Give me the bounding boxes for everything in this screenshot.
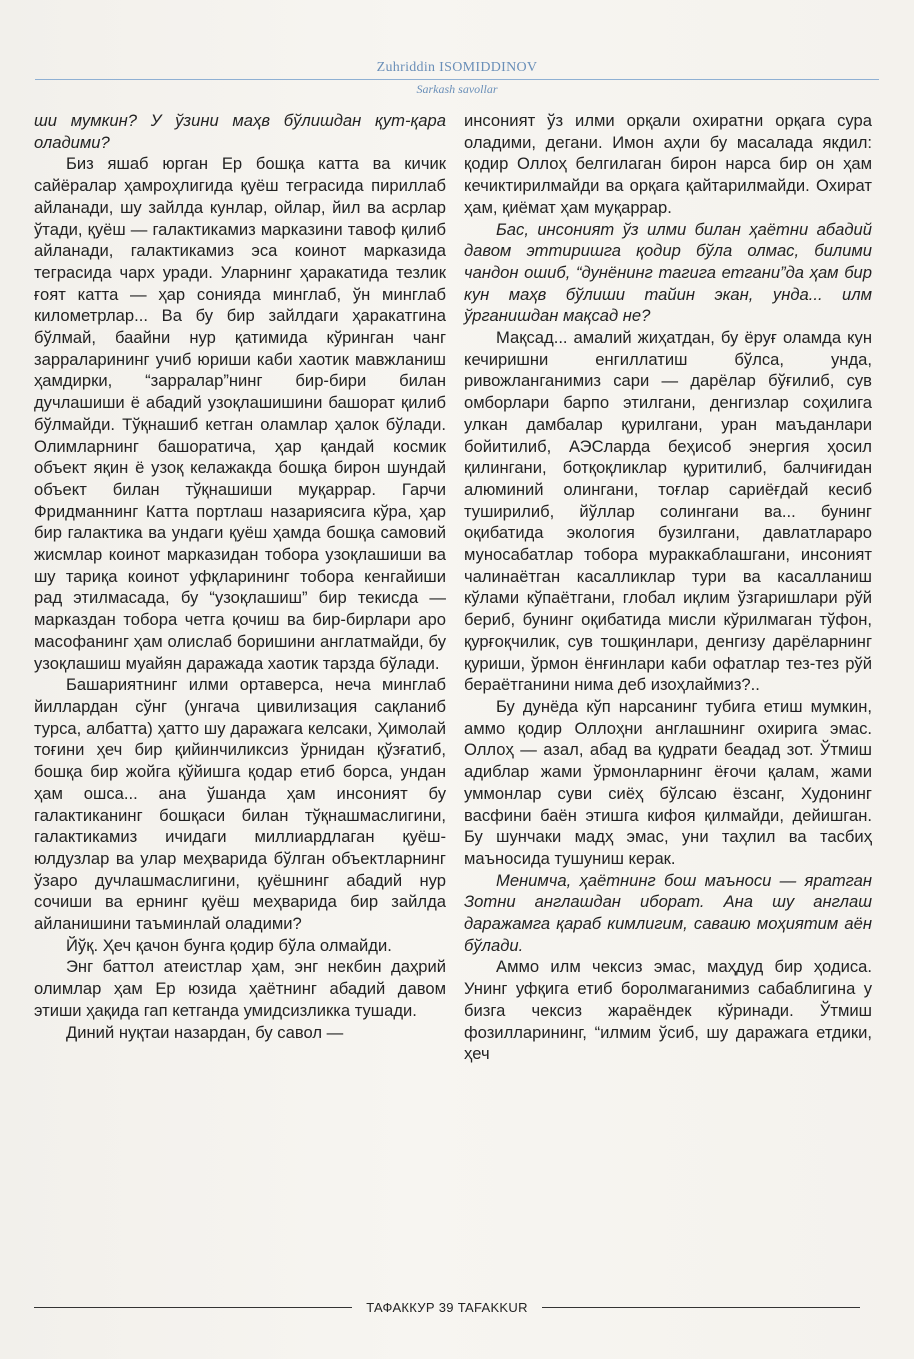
header-rule [35,79,879,80]
paragraph: инсоният ўз илми орқали охиратни орқага сура оладими, дегани. Имон аҳли бу масалада якдил: қодир Оллоҳ белгилаган бирон нарса бир он ҳам кечиктирилмайди ва орқага қайтарилмайди. Охират ҳам, қиёмат ҳам муқаррар. [464,111,872,217]
paragraph: Аммо илм чексиз эмас, маҳдуд бир ҳодиса. Унинг уфқига етиб боролмаганимиз сабаблигина у бизга чексиз жараёндек кўринади. Ўтмиш фозилларининг, “илмим ўсиб, шу даражага етдики, ҳеч [464,957,872,1064]
left-column [34,110,446,1043]
header-subtitle: Sarkash savollar [416,82,498,96]
running-header [0,60,914,97]
paragraph: Мақсад... амалий жиҳатдан, бу ёруғ оламда кун кечиришни енгиллатиш бўлса, унда, ривожланганимиз сари — дарёлар бўғилиб, сув омборлари барпо этилгани, денгизлар соҳилига улкан дамбалар қурилгани, уран маъданлари бойитилиб, АЭСларда беҳисоб энергия ҳосил қилингани, ботқоқликлар қуритилиб, балчиғидан алюминий олингани, тоғлар сариёғдай кесиб туширилиб, йўллар солингани ва... бунинг оқибатида экология бузилгани, давлатлараро муносабатлар тобора мураккаблашгани, инсоният чалинаётган касалликлар тури ва касалланиш кўлами кўпаётгани, глобал иқлим ўзгаришлари рўй бериб, бунинг оқибатида мисли кўрилмаган тўфон, қурғоқчилик, сув тошқинлари, денгизу дарёларнинг қуриши, ўрмон ёнғинлари каби офатлар тез-тез рўй бераётганини нима деб изоҳлаймиз?.. [464,328,872,695]
paragraph: Бу дунёда кўп нарсанинг тубига етиш мумкин, аммо қодир Оллоҳни англашнинг охирига эмас. Оллоҳ — азал, абад ва қудрати беадад зот. Ўтмиш адиблар жами ўрмонларнинг ёғочи қалам, жами уммонлар суви сиёҳ бўлсаю ёзсанг, Худонинг васфини баён этишга кифоя қилмайди, дейишган. Бу шунчаки мадҳ эмас, уни таҳлил ва тасбиҳ маъносида тушуниш керак. [464,696,872,868]
footer-rule-left [34,1307,352,1308]
right-column [464,110,872,1065]
paragraph: ши мумкин? У ўзини маҳв бўлишдан қут-қара оладими? [34,111,446,152]
paragraph: Биз яшаб юрган Ер бошқа катта ва кичик сайёралар ҳамроҳлигида қуёш теграсида пириллаб айланади, шу зайлда кунлар, ойлар, йил ва асрлар ўтади, қуёш — галактикамиз марказини тавоф қилиб айланади, галактикамиз эса коинот марказида теграсида чарх уради. Уларнинг ҳаракатида тезлик ғоят катта — ҳар сонияда минглаб, ўн минглаб километрлар... Ва бу бир зайлдаги ҳаракатгина бўлмай, баайни нур қатимида кўринган чанг зарраларининг учиб юриши каби хаотик мавжланиш ҳамдирки, “зарралар”нинг бир-бири билан дучлашиши ё абадий узоқлашишини башорат қилиб бўлмайди. Тўқнашиб кетган оламлар ҳалок бўлади. Олимларнинг башоратича, ҳар қандай космик объект яқин ё узоқ келажакда бошқа бирон шундай объект билан тўқнашиши муқаррар. Гарчи Фридманнинг Катта портлаш назариясига кўра, ҳар бир галактика ва ундаги қуёш ҳамда бошқа самовий жисмлар коинот марказидан тобора узоқлашиши ва шу тариқа коинот уфқларининг тобора кенгайиши рад этилмасада, бу “узоқлашиш” бир текисда — марказдан тобора четга қочиш ва бир-бирлари аро масофанинг ҳам олислаб боришини англатмайди, бу узоқлашиш муайян даражада хаотик тарзда бўлади. [34,154,446,673]
header-author: Zuhriddin ISOMIDDINOV [376,60,538,75]
paragraph: Энг баттол атеистлар ҳам, энг некбин даҳрий олимлар ҳам Ер юзида ҳаётнинг абадий давом этиши ҳақида гап кетганда умидсизликка тушади. [34,957,446,1020]
paragraph: Йўқ. Ҳеч қачон бунга қодир бўла олмайди. [66,935,392,955]
footer-label: ТАФАККУР 39 TAFAKKUR [366,1299,528,1315]
paragraph: Башариятнинг илми ортаверса, неча минглаб йиллардан сўнг (унгача цивилизация сақланиб турса, албатта) ҳатто шу даражага келсаки, Ҳимолай тоғини ҳеч бир қийинчиликсиз ўрнидан қўзғатиб, бошқа бир жойга қўйишга қодар етиб борса, ундан ҳам ошса... ана ўшанда ҳам инсоният бу галактиканинг бошқаси билан тўқнашмаслигини, галактикамиз ичидаги миллиардлаган қуёш-юлдузлар ва улар меҳварида бўлган объектларнинг ўзаро дучлашмаслигини, қуёшнинг абадий нур сочиши ва ернинг қуёш меҳварида бир зайлда айланишини таъминлай оладими? [34,675,446,934]
paragraph: Менимча, ҳаётнинг бош маъноси — яратган Зотни англашдан иборат. Ана шу англаш даражамга қараб кимлигим, саваию моҳиятим аён бўлади. [464,870,872,955]
footer-rule-right [542,1307,860,1308]
page-footer [34,1297,860,1317]
paragraph: Бас, инсоният ўз илми билан ҳаётни абадий давом эттиришга қодир бўла олмас, билими чандон ошиб, “дунёнинг тагига етгани”да ҳам бир кун маҳв бўлиши тайин экан, унда... илм ўрганишдан мақсад не? [464,219,872,326]
paragraph: Диний нуқтаи назардан, бу савол — [66,1022,344,1042]
